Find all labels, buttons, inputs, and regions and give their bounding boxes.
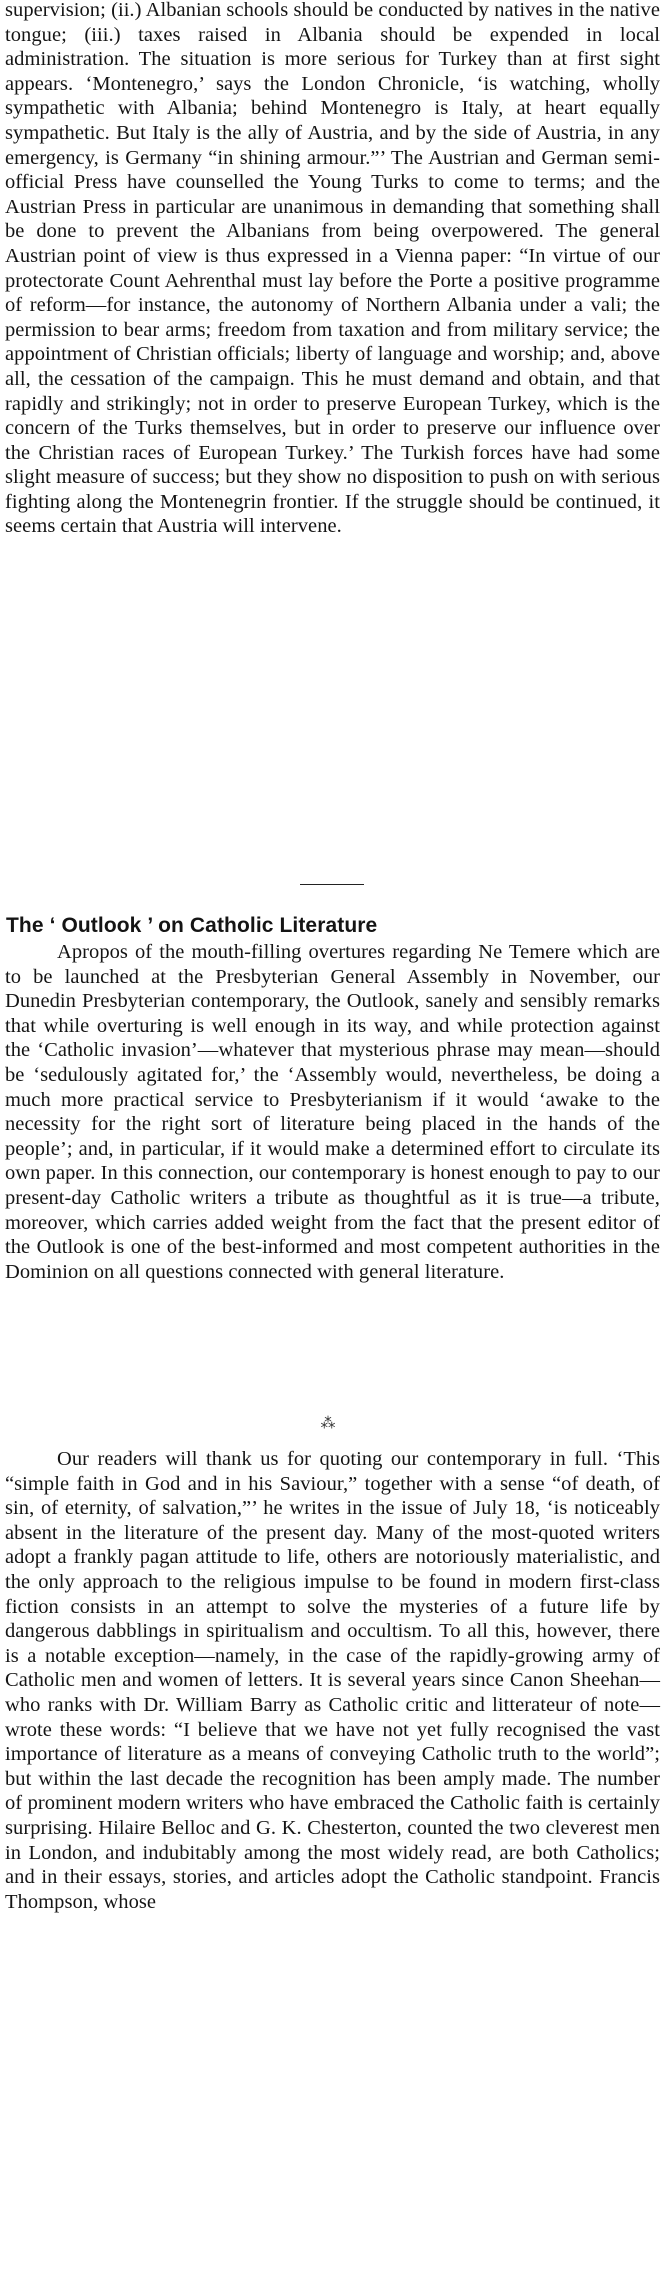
article-paragraph-1: Apropos of the mouth-filling overtures regarding Ne Temere which are to be launched at the Presbyterian General Assembly in November, our Dunedin Presbyterian contemporary, the Outlook, sanely and sensibly remarks that while overturing is well enough in its way, and while protection against the ‘Catholic invasion’—whatever that mysterious phrase may mean—should be ‘sedulously agitated for,’ the ‘Assembly would, nevertheless, be doing a much more practical service to Presbyterianism if it would ‘awake to the necessity for the right sort of literature being placed in the hands of the people’; and, in particular, if it would make a determined effort to circulate its own paper. In this connection, our contemporary is honest enough to pay to our present-day Catholic writers a tribute as thoughtful as it is true—a tribute, moreover, which carries added weight from the fact that the present editor of the Outlook is one of the best-informed and most competent authorities in the Dominion on all questions connected with general literature. <box>5 941 660 1283</box>
asterism-ornament: ⁂ <box>320 1414 336 1432</box>
section-divider <box>300 884 364 885</box>
article-heading: The ‘ Outlook ’ on Catholic Literature <box>6 914 378 937</box>
article-paragraph-2: Our readers will thank us for quoting our contemporary in full. ‘This “simple faith in God and in his Saviour,” together with a sense “of death, of sin, of eternity, of salvation,”’ he writes in the issue of July 18, ‘is noticeably absent in the literature of the present day. Many of the most-quoted writers adopt a frankly pagan attitude to life, others are notoriously materialistic, and the only approach to the religious impulse to be found in modern first-class fiction consists in an attempt to solve the mysteries of a future life by dangerous dabblings in spiritualism and occultism. To all this, however, there is a notable exception—namely, in the case of the rapidly-growing army of Catholic men and women of letters. It is several years since Canon Sheehan—who ranks with Dr. William Barry as Catholic critic and litterateur of note—wrote these words: “I believe that we have not yet fully recognised the vast importance of literature as a means of conveying Catholic truth to the world”; but within the last decade the recognition has been amply made. The number of prominent modern writers who have embraced the Catholic faith is certainly surprising. Hilaire Belloc and G. K. Chesterton, counted the two cleverest men in London, and indubitably among the most widely read, are both Catholics; and in their essays, stories, and articles adopt the Catholic standpoint. Francis Thompson, whose <box>5 1448 660 1913</box>
albania-article-continuation: supervision; (ii.) Albanian schools should be conducted by natives in the native tongue; (iii.) taxes raised in Albania should be expended in local administration. The situation is more serious for Turkey than at first sight appears. ‘Montenegro,’ says the London Chronicle, ‘is watching, wholly sympathetic with Albania; behind Montenegro is Italy, at heart equally sympathetic. But Italy is the ally of Austria, and by the side of Austria, in any emergency, is Germany “in shining armour.”’ The Austrian and German semi-official Press have counselled the Young Turks to come to terms; and the Austrian Press in particular are unanimous in demanding that something shall be done to prevent the Albanians from being overpowered. The general Austrian point of view is thus expressed in a Vienna paper: “In virtue of our protectorate Count Aehrenthal must lay before the Porte a positive programme of reform—for instance, the autonomy of Northern Albania under a vali; the permission to bear arms; freedom from taxation and from military service; the appointment of Christian officials; liberty of language and worship; and, above all, the cessation of the campaign. This he must demand and obtain, and that rapidly and strikingly; not in order to preserve European Turkey, which is the concern of the Turks themselves, but in order to preserve our influence over the Christian races of European Turkey.’ The Turkish forces have had some slight measure of success; but they show no disposition to push on with serious fighting along the Montenegrin frontier. If the struggle should be continued, it seems certain that Austria will intervene. <box>5 0 660 538</box>
